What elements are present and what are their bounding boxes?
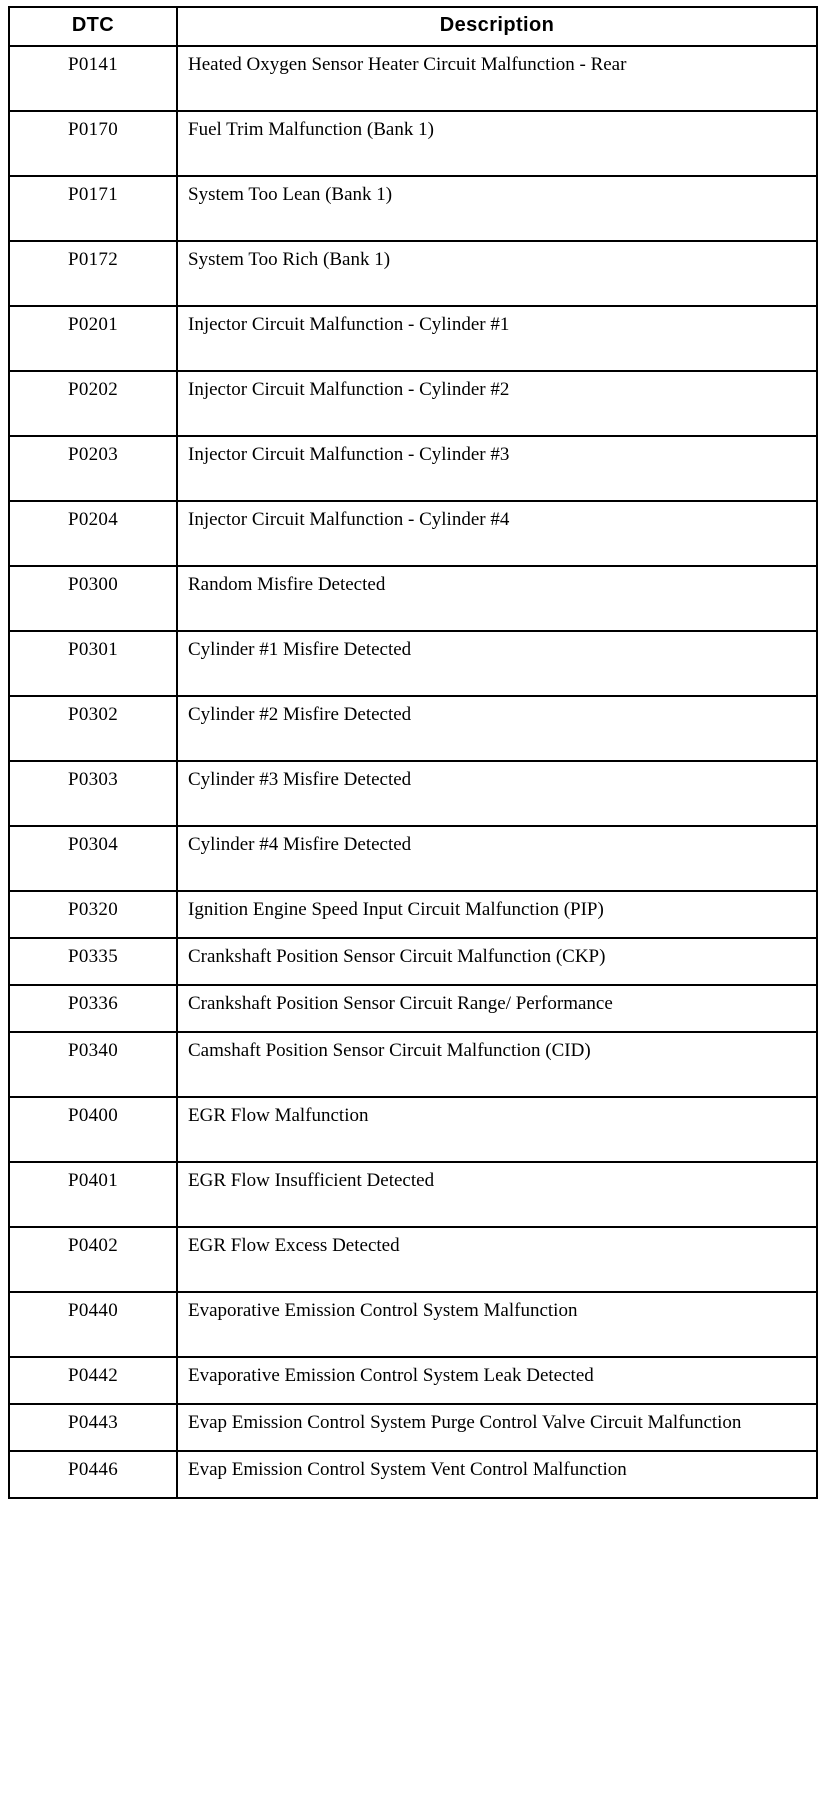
dtc-code-cell: P0203: [9, 436, 177, 501]
dtc-description-cell: Random Misfire Detected: [177, 566, 817, 631]
dtc-code-cell: P0202: [9, 371, 177, 436]
dtc-code-cell: P0204: [9, 501, 177, 566]
dtc-description-cell: Injector Circuit Malfunction - Cylinder #3: [177, 436, 817, 501]
dtc-code-cell: P0301: [9, 631, 177, 696]
column-header-description: Description: [177, 7, 817, 46]
dtc-description-cell: EGR Flow Insufficient Detected: [177, 1162, 817, 1227]
table-row: [9, 371, 817, 436]
table-row: [9, 436, 817, 501]
table-row: [9, 1404, 817, 1451]
dtc-code-cell: P0401: [9, 1162, 177, 1227]
table-row: [9, 938, 817, 985]
dtc-description-cell: Cylinder #1 Misfire Detected: [177, 631, 817, 696]
table-row: [9, 1227, 817, 1292]
dtc-description-cell: EGR Flow Excess Detected: [177, 1227, 817, 1292]
dtc-code-cell: P0170: [9, 111, 177, 176]
table-row: [9, 1162, 817, 1227]
table-row: [9, 46, 817, 111]
dtc-description-cell: Evaporative Emission Control System Malfunction: [177, 1292, 817, 1357]
dtc-description-cell: Evaporative Emission Control System Leak Detected: [177, 1357, 817, 1404]
table-row: [9, 826, 817, 891]
table-row: [9, 1357, 817, 1404]
table-row: [9, 241, 817, 306]
dtc-description-cell: Ignition Engine Speed Input Circuit Malfunction (PIP): [177, 891, 817, 938]
dtc-code-table: [8, 6, 818, 1499]
column-header-dtc: DTC: [9, 7, 177, 46]
dtc-description-cell: Cylinder #4 Misfire Detected: [177, 826, 817, 891]
dtc-code-cell: P0443: [9, 1404, 177, 1451]
table-row: [9, 1451, 817, 1498]
dtc-code-cell: P0300: [9, 566, 177, 631]
dtc-code-cell: P0440: [9, 1292, 177, 1357]
dtc-code-cell: P0340: [9, 1032, 177, 1097]
dtc-description-cell: Cylinder #3 Misfire Detected: [177, 761, 817, 826]
dtc-code-cell: P0171: [9, 176, 177, 241]
dtc-code-cell: P0336: [9, 985, 177, 1032]
table-row: [9, 696, 817, 761]
dtc-code-cell: P0172: [9, 241, 177, 306]
dtc-description-cell: Evap Emission Control System Vent Control Malfunction: [177, 1451, 817, 1498]
dtc-description-cell: Evap Emission Control System Purge Control Valve Circuit Malfunction: [177, 1404, 817, 1451]
dtc-description-cell: Camshaft Position Sensor Circuit Malfunction (CID): [177, 1032, 817, 1097]
dtc-description-cell: System Too Lean (Bank 1): [177, 176, 817, 241]
table-header: [9, 7, 817, 46]
table-row: [9, 1097, 817, 1162]
dtc-description-cell: Injector Circuit Malfunction - Cylinder #2: [177, 371, 817, 436]
dtc-code-cell: P0201: [9, 306, 177, 371]
table-row: [9, 891, 817, 938]
table-body: [9, 46, 817, 1498]
dtc-code-cell: P0304: [9, 826, 177, 891]
table-row: [9, 631, 817, 696]
dtc-code-cell: P0141: [9, 46, 177, 111]
dtc-code-cell: P0302: [9, 696, 177, 761]
table-row: [9, 985, 817, 1032]
table-row: [9, 1032, 817, 1097]
dtc-code-cell: P0320: [9, 891, 177, 938]
table-row: [9, 761, 817, 826]
dtc-code-cell: P0446: [9, 1451, 177, 1498]
table-row: [9, 1292, 817, 1357]
dtc-description-cell: Injector Circuit Malfunction - Cylinder #1: [177, 306, 817, 371]
dtc-code-cell: P0335: [9, 938, 177, 985]
dtc-code-cell: P0400: [9, 1097, 177, 1162]
dtc-description-cell: EGR Flow Malfunction: [177, 1097, 817, 1162]
table-row: [9, 176, 817, 241]
table-row: [9, 306, 817, 371]
dtc-code-cell: P0442: [9, 1357, 177, 1404]
table-row: [9, 111, 817, 176]
dtc-code-cell: P0402: [9, 1227, 177, 1292]
dtc-description-cell: Cylinder #2 Misfire Detected: [177, 696, 817, 761]
dtc-description-cell: Injector Circuit Malfunction - Cylinder #4: [177, 501, 817, 566]
table-header-row: [9, 7, 817, 46]
table-row: [9, 566, 817, 631]
dtc-description-cell: Fuel Trim Malfunction (Bank 1): [177, 111, 817, 176]
table-row: [9, 501, 817, 566]
dtc-description-cell: Crankshaft Position Sensor Circuit Malfunction (CKP): [177, 938, 817, 985]
dtc-description-cell: Heated Oxygen Sensor Heater Circuit Malfunction - Rear: [177, 46, 817, 111]
dtc-code-cell: P0303: [9, 761, 177, 826]
dtc-description-cell: Crankshaft Position Sensor Circuit Range/ Performance: [177, 985, 817, 1032]
document-page: [0, 6, 832, 1808]
dtc-description-cell: System Too Rich (Bank 1): [177, 241, 817, 306]
